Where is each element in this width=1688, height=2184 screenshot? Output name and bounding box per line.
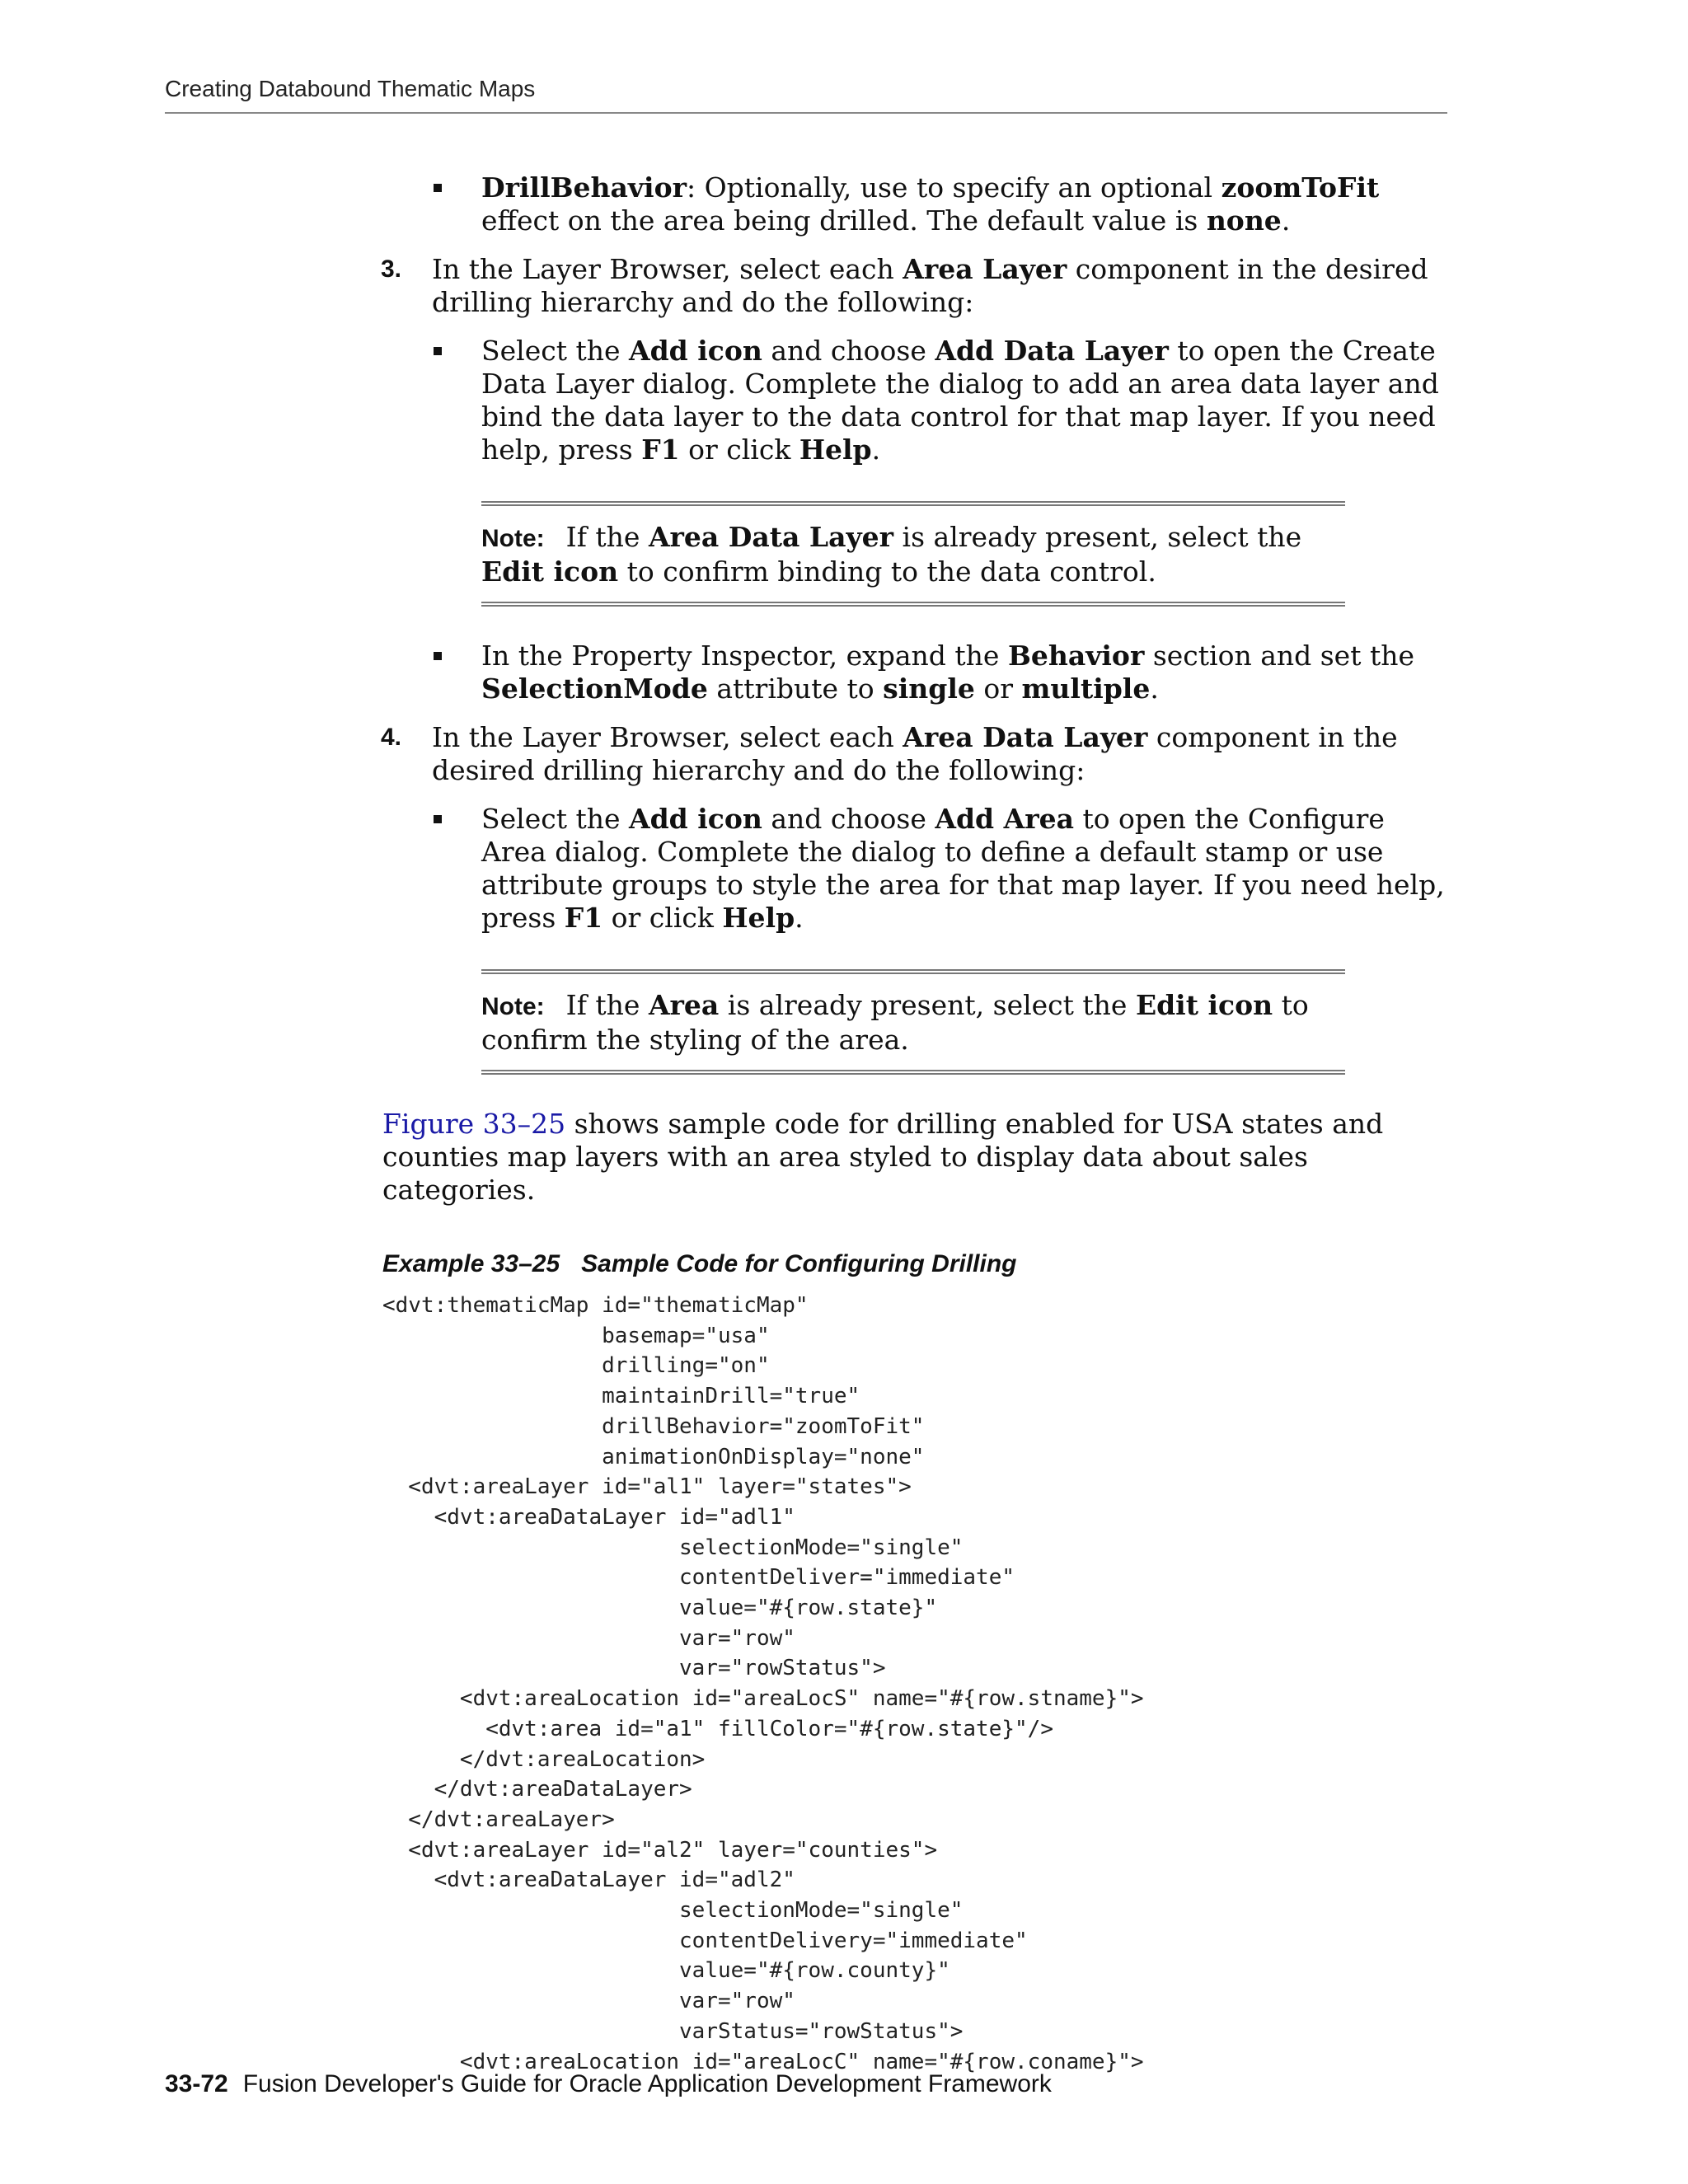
text: In the Layer Browser, select each	[432, 721, 903, 753]
bullet-drill-behavior	[481, 171, 1446, 237]
term: Area Data Layer	[648, 521, 894, 553]
text: section and set the	[1144, 640, 1414, 672]
term: Add Data Layer	[935, 335, 1169, 367]
text: .	[1150, 673, 1159, 705]
text: Select the	[481, 803, 629, 835]
running-header	[165, 76, 1447, 114]
text: to confirm binding to the data control.	[618, 555, 1156, 588]
figure-paragraph	[382, 1108, 1446, 1207]
term: single	[883, 673, 975, 705]
note-label: Note:	[481, 525, 545, 552]
step-3-bullet-selection-mode	[481, 640, 1446, 705]
step-4-bullet-add-area	[481, 803, 1446, 935]
text: and choose	[762, 803, 935, 835]
term: Help	[799, 434, 872, 466]
term: Edit icon	[1135, 989, 1273, 1021]
example-caption	[382, 1248, 1446, 1281]
term: Add Area	[935, 803, 1074, 835]
step-3-bullet-add-data-layer	[481, 335, 1446, 466]
term: Area Data Layer	[903, 721, 1148, 753]
note-label: Note:	[481, 993, 545, 1020]
bullet-square-icon	[434, 184, 442, 192]
text: .	[1281, 204, 1291, 237]
figure-link[interactable]: Figure 33–25	[382, 1108, 566, 1140]
text: : Optionally, use to specify an optional	[686, 171, 1221, 204]
page-number: 33-72	[165, 2070, 228, 2097]
text: effect on the area being drilled. The default value is	[481, 204, 1207, 237]
term: Behavior	[1007, 640, 1145, 672]
term: Add icon	[629, 803, 762, 835]
text: In the Layer Browser, select each	[432, 253, 903, 285]
text: is already present, select the	[893, 521, 1302, 553]
step-number: 3.	[381, 255, 402, 283]
term: SelectionMode	[481, 673, 708, 705]
text: In the Property Inspector, expand the	[481, 640, 1008, 672]
term: Area	[648, 989, 720, 1021]
text: to open the Configure Area dialog. Complete the dialog to define a default stamp or use attribute groups to style the area for that map layer. If you need help, press	[481, 803, 1445, 934]
term: Help	[722, 902, 795, 934]
bullet-square-icon	[434, 347, 442, 355]
term: DrillBehavior	[481, 171, 687, 204]
text: .	[795, 902, 804, 934]
text: or	[974, 673, 1022, 705]
step-3	[381, 253, 1446, 319]
term: Edit icon	[481, 555, 619, 588]
bullet-square-icon	[434, 815, 442, 823]
page-content	[0, 171, 1688, 2077]
code-listing: <dvt:thematicMap id="thematicMap" basemap="usa" drilling="on" maintainDrill="true" drillBehavior="zoomToFit" animationOnDisplay="none" <dvt:areaLayer id="al1" layer="states"> <dvt:areaDataLayer id="adl1" selectionMode="single" contentDeliver="immediate" value="#{row.state}" var="row" var="rowStatus"> <dvt:areaLocation id="areaLocS" name="#{row.stname}"> <dvt:area id="a1" fillColor="#{row.state}"/> </dvt:areaLocation> </dvt:areaDataLayer> </dvt:areaLayer> <dvt:areaLayer id="al2" layer="counties"> <dvt:areaDataLayer id="adl2" selectionMode="single" contentDelivery="immediate" value="#{row.county}" var="row" varStatus="rowStatus"> <dvt:areaLocation id="areaLocC" name="#{row.coname}">	[382, 1293, 1144, 2074]
term: none	[1206, 204, 1282, 237]
step-4	[381, 721, 1446, 787]
text: If the	[565, 989, 649, 1021]
text: Select the	[481, 335, 629, 367]
example-label: Example 33–25	[382, 1250, 560, 1277]
term: Area Layer	[903, 253, 1067, 285]
text: component in the desired drilling hierarchy and do the following:	[432, 253, 1428, 318]
text: or click	[679, 434, 799, 466]
text: is already present, select the	[719, 989, 1136, 1021]
term: multiple	[1021, 673, 1151, 705]
page-footer	[165, 2070, 1052, 2098]
step-number: 4.	[381, 724, 402, 751]
note-area-data-layer	[481, 501, 1345, 607]
text: and choose	[762, 335, 935, 367]
text: .	[871, 434, 881, 466]
running-title: Creating Databound Thematic Maps	[165, 76, 536, 101]
text: attribute to	[707, 673, 884, 705]
text: to confirm the styling of the area.	[481, 989, 1309, 1056]
note-area	[481, 969, 1345, 1075]
text: shows sample code for drilling enabled for USA states and counties map layers with an area styled to display data about sales categories.	[382, 1108, 1384, 1206]
book-title: Fusion Developer's Guide for Oracle Application Development Framework	[242, 2070, 1052, 2097]
example-title: Sample Code for Configuring Drilling	[581, 1250, 1017, 1277]
term: F1	[564, 902, 603, 934]
text: to open the Create Data Layer dialog. Complete the dialog to add an area data layer and bind the data layer to the data control for that map layer. If you need help, press	[481, 335, 1439, 466]
text: If the	[565, 521, 649, 553]
text: or click	[603, 902, 723, 934]
term: zoomToFit	[1221, 171, 1380, 204]
term: Add icon	[629, 335, 762, 367]
text: component in the desired drilling hierarchy and do the following:	[432, 721, 1398, 786]
term: F1	[641, 434, 680, 466]
bullet-square-icon	[434, 652, 442, 660]
